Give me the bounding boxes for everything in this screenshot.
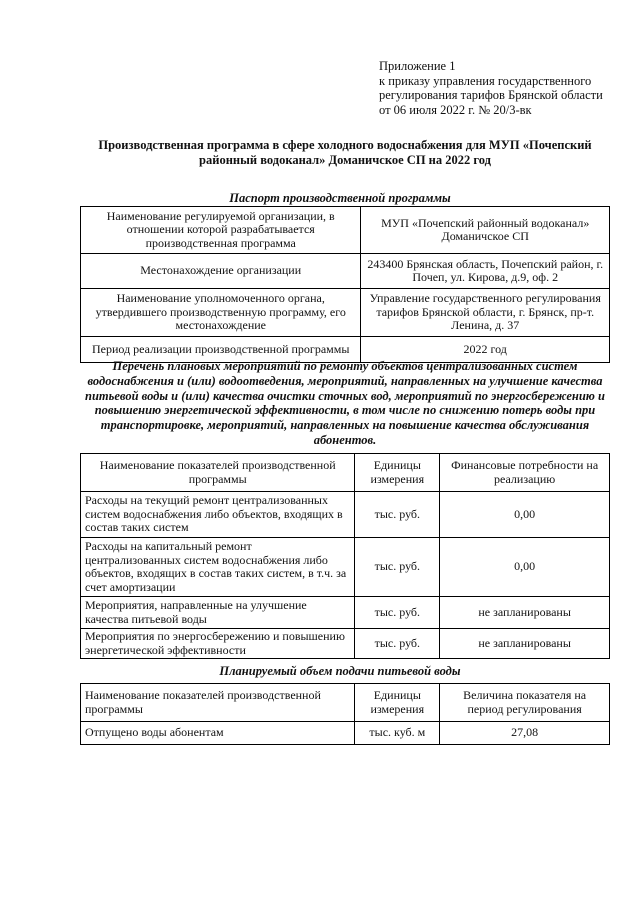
indicator-unit: тыс. куб. м: [355, 722, 440, 745]
appendix-line: от 06 июля 2022 г. № 20/3-вк: [379, 102, 532, 117]
passport-label: Период реализации производственной программы: [81, 337, 361, 363]
appendix-block: [379, 59, 603, 117]
title-line: Производственная программа в сфере холодного водоснабжения для МУП «Почепский: [98, 138, 592, 152]
indicator-name: Мероприятия, направленные на улучшение качества питьевой воды: [81, 597, 355, 629]
column-header: Единицы измерения: [355, 454, 440, 492]
appendix-line: регулирования тарифов Брянской области: [379, 88, 603, 102]
indicator-unit: тыс. руб.: [355, 492, 440, 538]
column-header: Величина показателя на период регулирования: [440, 684, 610, 722]
measures-table: [80, 453, 610, 659]
indicator-unit: тыс. руб.: [355, 597, 440, 629]
table-row: [81, 722, 610, 745]
indicator-name: Мероприятия по энергосбережению и повышению энергетической эффективности: [81, 629, 355, 659]
passport-value: 2022 год: [361, 337, 610, 363]
table-row: [81, 207, 610, 254]
table-row: [81, 492, 610, 538]
title-line: районный водоканал» Доманичское СП на 2022 год: [199, 153, 491, 167]
appendix-line: к приказу управления государственного: [379, 73, 592, 88]
column-header: Единицы измерения: [355, 684, 440, 722]
passport-label: Местонахождение организации: [81, 254, 361, 289]
indicator-name: Расходы на текущий ремонт централизованных систем водоснабжения либо объектов, входящих в состав таких систем: [81, 492, 355, 538]
measures-heading: Перечень плановых мероприятий по ремонту объектов централизованных систем водоснабжения и (или) водоотведения, мероприятий, направленных на улучшение качества питьевой воды и (или) качества очистки сточных вод, мероприятий по энергосбережению и повышению энергетической эффективности, в том числе по снижению потерь воды при транспортировке, мероприятий, направленных на повышение качества обслуживания абонентов.: [85, 359, 605, 447]
indicator-name: Расходы на капитальный ремонт централизованных систем водоснабжения либо объектов, входящих в состав таких систем, в т.ч. за счет амортизации: [81, 538, 355, 597]
column-header: Наименование показателей производственной программы: [81, 454, 355, 492]
table-row: [81, 254, 610, 289]
table-header-row: [81, 684, 610, 722]
indicator-value: не запланированы: [440, 629, 610, 659]
document-title: [80, 138, 610, 168]
indicator-value: не запланированы: [440, 597, 610, 629]
indicator-unit: тыс. руб.: [355, 629, 440, 659]
indicator-value: 0,00: [440, 492, 610, 538]
passport-heading: Паспорт производственной программы: [229, 191, 451, 205]
passport-label: Наименование уполномоченного органа, утвердившего производственную программу, его местонахождение: [81, 289, 361, 337]
column-header: Наименование показателей производственной программы: [81, 684, 355, 722]
volume-table: [80, 683, 610, 745]
indicator-unit: тыс. руб.: [355, 538, 440, 597]
passport-label: Наименование регулируемой организации, в отношении которой разрабатывается производственная программа: [81, 207, 361, 254]
table-row: [81, 629, 610, 659]
table-row: [81, 597, 610, 629]
indicator-name: Отпущено воды абонентам: [81, 722, 355, 745]
passport-value: Управление государственного регулирования тарифов Брянской области, г. Брянск, пр-т. Ленина, д. 37: [361, 289, 610, 337]
indicator-value: 27,08: [440, 722, 610, 745]
column-header: Финансовые потребности на реализацию: [440, 454, 610, 492]
table-row: [81, 289, 610, 337]
passport-table: [80, 206, 610, 363]
volume-heading: Планируемый объем подачи питьевой воды: [219, 664, 461, 678]
table-row: [81, 538, 610, 597]
indicator-value: 0,00: [440, 538, 610, 597]
passport-value: МУП «Почепский районный водоканал» Доманичское СП: [361, 207, 610, 254]
appendix-line: Приложение 1: [379, 59, 456, 73]
passport-value: 243400 Брянская область, Почепский район, г. Почеп, ул. Кирова, д.9, оф. 2: [361, 254, 610, 289]
table-header-row: [81, 454, 610, 492]
